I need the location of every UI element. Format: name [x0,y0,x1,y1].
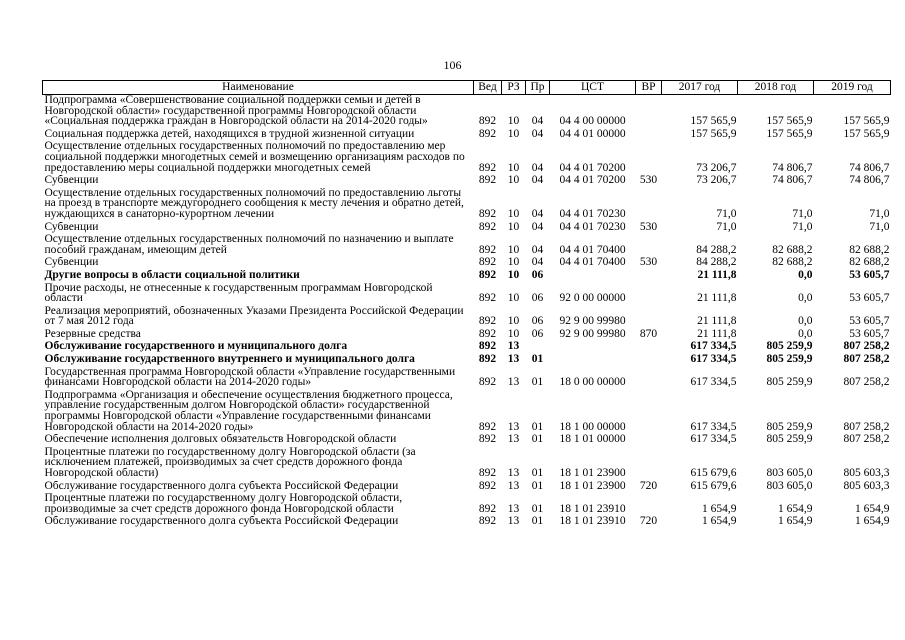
cell-ved: 892 [478,328,497,340]
cell-cst: 04 4 01 70400 [559,257,626,269]
cell-name: Подпрограмма «Совершенствование социальной поддержки семьи и детей в Новгородской области» государственной программы Новгородской области «Социальная поддержка граждан в Новгородской области на 2014-2020 годы» [44,94,428,128]
cell-pr: 01 [531,354,544,366]
cell-cst [550,354,636,367]
cell-cst: 04 4 01 70200 [559,175,626,187]
cell-2018: 157 565,9 [766,128,813,140]
cell-2018: 74 806,7 [772,175,813,187]
cell-pr: 06 [531,315,544,328]
table-row [43,234,891,257]
cell-pr: 04 [531,115,544,128]
cell-name: Прочие расходы, не отнесенные к государственным программам Новгородской области [44,282,433,305]
cell-pr: 04 [531,128,544,140]
table-row [43,283,891,306]
cell-2018: 82 688,2 [772,257,813,269]
cell-cst: 04 4 01 70400 [559,243,626,256]
table-row [43,341,891,354]
cell-ved: 892 [478,257,497,269]
cell-ved: 892 [478,420,497,433]
cell-2019: 1 654,9 [855,516,890,528]
cell-vr [636,447,662,481]
cell-2017: 617 334,5 [690,354,737,366]
cell-2017: 21 111,8 [697,292,737,305]
cell-cst: 04 4 01 70230 [559,207,626,220]
cell-ved: 892 [478,480,497,492]
table-row [43,188,891,222]
cell-cst: 92 9 00 99980 [559,315,626,328]
cell-2018: 74 806,7 [772,161,813,174]
cell-pr: 01 [531,376,544,389]
cell-pr: 04 [531,207,544,220]
cell-rz: 13 [507,341,520,353]
cell-cst: 18 1 01 00000 [559,434,626,446]
table-row [43,95,891,129]
cell-vr [636,234,662,257]
table-row [43,141,891,175]
cell-cst: 04 4 01 70230 [559,221,626,233]
header-cst: ЦСТ [550,81,636,95]
cell-ved: 892 [478,221,497,233]
cell-pr: 04 [531,257,544,269]
budget-table [42,80,891,529]
cell-name: Субвенции [44,175,99,187]
cell-2019: 53 605,7 [849,269,890,281]
cell-2018: 803 605,0 [766,480,813,492]
cell-2019: 71,0 [869,221,890,233]
cell-pr: 01 [531,420,544,433]
table-row [43,175,891,188]
cell-ved: 892 [478,315,497,328]
cell-cst [550,341,636,354]
cell-name: Другие вопросы в области социальной политики [44,269,300,281]
cell-2017: 1 654,9 [702,516,737,528]
cell-pr: 01 [531,502,544,515]
cell-2019: 74 806,7 [849,161,890,174]
cell-pr: 06 [531,292,544,305]
cell-rz: 10 [507,207,520,220]
cell-vr [636,283,662,306]
table-row [43,367,891,390]
cell-pr: 01 [531,467,544,479]
cell-name: Процентные платежи по государственному долгу Новгородской области, производимые за счет средств дорожного фонда Новгородской области [44,493,403,515]
cell-2018: 0,0 [798,315,813,328]
cell-name: Государственная программа Новгородской области «Управление государственными финансами Новгородской области на 2014-2020 годы» [44,366,456,389]
cell-rz: 10 [507,292,520,305]
table-row [43,257,891,270]
cell-pr [526,341,550,354]
cell-2018: 805 259,9 [766,341,813,353]
cell-2017: 1 654,9 [702,502,737,515]
cell-name: Обеспечение исполнения долговых обязательств Новгородской области [44,434,397,446]
cell-vr: 870 [639,328,658,340]
cell-vr: 530 [639,175,658,187]
cell-vr [636,341,662,354]
cell-rz: 13 [507,420,520,433]
cell-2017: 617 334,5 [690,420,737,433]
cell-ved: 892 [478,376,497,389]
cell-rz: 13 [507,434,520,446]
cell-2017: 71,0 [716,221,737,233]
cell-ved: 892 [478,128,497,140]
cell-name: Процентные платежи по государственному долгу Новгородской области (за исключением платежей, производимых за счет средств дорожного фонда Новгородской области) [44,446,416,479]
cell-cst: 04 4 01 70200 [559,161,626,174]
cell-name: Обслуживание государственного внутреннего и муниципального долга [44,354,415,366]
cell-vr [636,306,662,329]
cell-vr [636,367,662,390]
cell-vr [636,141,662,175]
cell-name: Обслуживание государственного и муниципального долга [44,341,348,353]
cell-2018: 82 688,2 [772,243,813,256]
cell-2018: 805 259,9 [766,420,813,433]
cell-ved: 892 [478,292,497,305]
cell-pr: 06 [531,328,544,340]
cell-2019: 82 688,2 [849,243,890,256]
cell-rz: 10 [507,269,520,281]
table-body [43,95,891,529]
cell-cst: 92 0 00 00000 [559,292,626,305]
cell-ved: 892 [478,502,497,515]
table-row [43,129,891,142]
cell-2019: 53 605,7 [849,315,890,328]
table-row [43,329,891,342]
cell-name: Субвенции [44,257,99,269]
cell-vr: 530 [639,257,658,269]
header-ved: Вед [474,81,502,95]
cell-ved: 892 [478,354,497,366]
cell-vr [636,390,662,434]
cell-vr [636,354,662,367]
cell-pr: 04 [531,161,544,174]
cell-name: Резервные средства [44,328,141,340]
cell-2018: 0,0 [798,269,813,281]
cell-ved: 892 [478,269,497,281]
cell-2019: 1 654,9 [855,502,890,515]
cell-2017: 617 334,5 [690,376,737,389]
cell-2018: 0,0 [798,328,813,340]
cell-ved: 892 [478,516,497,528]
table-row [43,493,891,516]
header-pr: Пр [526,81,550,95]
cell-vr [636,434,662,447]
cell-2018: 71,0 [792,207,813,220]
cell-2017: 617 334,5 [690,341,737,353]
cell-2018: 1 654,9 [778,516,813,528]
cell-rz: 10 [507,328,520,340]
cell-rz: 13 [507,480,520,492]
cell-rz: 10 [507,115,520,128]
cell-ved: 892 [478,434,497,446]
table-header [43,81,891,95]
cell-2019: 157 565,9 [843,115,890,128]
cell-2018: 157 565,9 [766,115,813,128]
cell-rz: 13 [507,502,520,515]
cell-vr [636,270,662,283]
cell-pr: 01 [531,480,544,492]
cell-name: Реализация мероприятий, обозначенных Указами Президента Российской Федерации от 7 мая 2012 года [44,305,464,328]
cell-2019: 807 258,2 [843,420,890,433]
cell-name: Осуществление отдельных государственных полномочий по назначению и выплате пособий гражданам, имеющим детей [44,234,454,256]
header-2017: 2017 год [662,81,738,95]
cell-2019: 53 605,7 [849,292,890,305]
cell-ved: 892 [478,467,497,479]
cell-ved: 892 [478,243,497,256]
cell-name: Обслуживание государственного долга субъекта Российской Федерации [44,516,399,528]
cell-2019: 71,0 [869,207,890,220]
cell-2018: 805 259,9 [766,376,813,389]
table-row [43,354,891,367]
cell-2017: 21 111,8 [697,328,737,340]
budget-table-container [42,80,890,529]
cell-2019: 157 565,9 [843,128,890,140]
table-row [43,481,891,494]
cell-2017: 73 206,7 [696,161,737,174]
cell-ved: 892 [478,207,497,220]
cell-rz: 13 [507,467,520,479]
cell-rz: 10 [507,175,520,187]
cell-cst: 04 4 00 00000 [559,115,626,128]
cell-rz: 10 [507,315,520,328]
cell-pr: 01 [531,516,544,528]
cell-vr [636,188,662,222]
cell-2017: 21 111,8 [697,315,737,328]
cell-2019: 53 605,7 [849,328,890,340]
cell-cst: 92 9 00 99980 [559,328,626,340]
cell-2017: 615 679,6 [690,480,737,492]
cell-rz: 13 [507,376,520,389]
table-row [43,270,891,283]
cell-2019: 807 258,2 [843,376,890,389]
cell-2018: 805 259,9 [766,354,813,366]
table-row [43,434,891,447]
cell-2019: 74 806,7 [849,175,890,187]
cell-rz: 10 [507,221,520,233]
cell-name: Осуществление отдельных государственных полномочий по предоставлению мер социальной поддержки многодетных семей и возмещению организациям расходов по предоставлению меры социальной поддержки многодетных семей [44,141,465,174]
cell-2018: 0,0 [798,292,813,305]
cell-pr: 01 [531,434,544,446]
table-row [43,447,891,481]
cell-vr: 720 [639,480,658,492]
cell-cst: 18 1 01 23900 [559,467,626,479]
cell-cst [550,270,636,283]
cell-name: Обслуживание государственного долга субъекта Российской Федерации [44,480,399,492]
cell-2019: 807 258,2 [843,341,890,353]
cell-rz: 10 [507,128,520,140]
cell-2017: 84 288,2 [696,257,737,269]
header-2019: 2019 год [814,81,891,95]
cell-2017: 617 334,5 [690,434,737,446]
cell-rz: 10 [507,161,520,174]
cell-2019: 805 603,3 [843,480,890,492]
cell-ved: 892 [478,341,497,353]
cell-cst: 18 1 01 23910 [559,502,626,515]
cell-ved: 892 [478,175,497,187]
cell-2017: 615 679,6 [690,467,737,479]
page-number: 106 [443,58,462,72]
cell-2019: 807 258,2 [843,434,890,446]
cell-2017: 157 565,9 [690,115,737,128]
cell-rz: 10 [507,257,520,269]
cell-2019: 805 603,3 [843,467,890,479]
table-row [43,516,891,529]
cell-cst: 18 1 00 00000 [559,420,626,433]
cell-cst: 18 1 01 23910 [559,516,626,528]
cell-vr [636,493,662,516]
cell-vr: 720 [639,516,658,528]
cell-pr: 06 [531,269,544,281]
cell-vr [636,95,662,129]
header-vr: ВР [636,81,662,95]
cell-2017: 71,0 [716,207,737,220]
cell-ved: 892 [478,161,497,174]
cell-2018: 805 259,9 [766,434,813,446]
cell-vr: 530 [639,221,658,233]
cell-cst: 18 0 00 00000 [559,376,626,389]
header-2018: 2018 год [738,81,814,95]
cell-vr [636,129,662,142]
cell-2019: 82 688,2 [849,257,890,269]
cell-rz: 13 [507,354,520,366]
cell-cst: 18 1 01 23900 [559,480,626,492]
cell-rz: 13 [507,516,520,528]
cell-rz: 10 [507,243,520,256]
cell-2018: 71,0 [792,221,813,233]
table-row [43,390,891,434]
cell-ved: 892 [478,115,497,128]
cell-2017: 73 206,7 [696,175,737,187]
header-name: Наименование [43,81,474,95]
cell-pr: 04 [531,243,544,256]
cell-2018: 803 605,0 [766,467,813,479]
cell-2017: 21 111,8 [697,269,737,281]
cell-name: Осуществление отдельных государственных полномочий по предоставлению льготы на проезд в транспорте междугороднего сообщения к месту лечения и обратно детей, нуждающихся в санаторно-курортном лечении [44,187,464,220]
header-rz: РЗ [502,81,526,95]
cell-2018: 1 654,9 [778,502,813,515]
cell-cst: 04 4 01 00000 [559,128,626,140]
cell-2017: 157 565,9 [690,128,737,140]
cell-2017: 84 288,2 [696,243,737,256]
cell-name: Подпрограмма «Организация и обеспечение осуществления бюджетного процесса, управление государственным долгом Новгородской области» государственной программы Новгородской области «Управление государственными финансами Новгородской области на 2014-2020 годы» [44,389,453,433]
cell-name: Социальная поддержка детей, находящихся в трудной жизненной ситуации [44,128,415,140]
table-row [43,222,891,235]
cell-2019: 807 258,2 [843,354,890,366]
cell-pr: 04 [531,175,544,187]
table-row [43,306,891,329]
cell-pr: 04 [531,221,544,233]
cell-name: Субвенции [44,221,99,233]
